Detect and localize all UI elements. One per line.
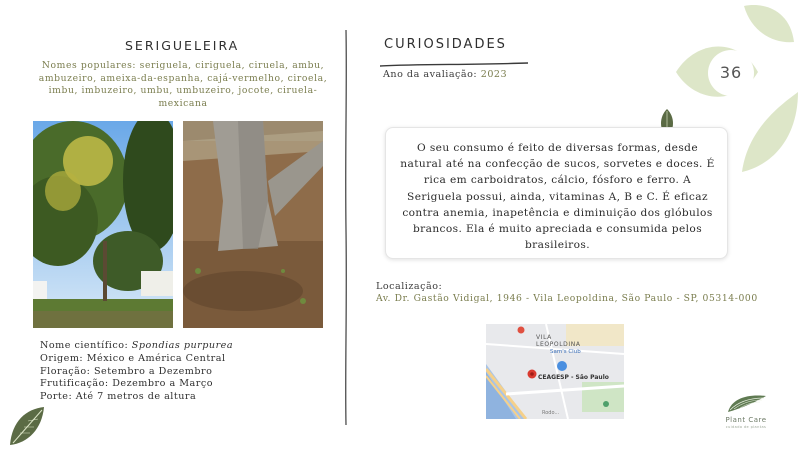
plant-care-logo-icon — [726, 392, 768, 418]
district-line-1: VILA — [536, 334, 552, 341]
curiosity-card — [385, 127, 728, 259]
map-road-label: Rodo... — [542, 410, 560, 416]
leaf-decoration-icon — [8, 405, 48, 451]
popular-names: Nomes populares: seriguela, ciriguela, ciruela, ambu, ambuzeiro, ameixa-da-espanha, cajá-vermelho, ciroela, imbu, imbuzeiro, umbu, umbuzeiro, jocote, ciruela-mexicana — [38, 60, 328, 109]
evaluation-year — [383, 69, 507, 80]
scientific-name: Spondias purpurea — [131, 340, 234, 351]
map-store-label: Sam's Club — [550, 349, 581, 355]
district-line-2: LEOPOLDINA — [536, 341, 581, 348]
center-divider — [344, 30, 348, 425]
flowering-line: Floração: Setembro a Dezembro — [40, 365, 213, 377]
map-district-label — [536, 334, 581, 348]
location-label: Localização: — [376, 281, 443, 292]
scientific-name-line — [40, 340, 233, 353]
fruiting-line: Frutificação: Dezembro a Março — [40, 378, 214, 390]
curiosity-text: O seu consumo é feito de diversas formas, desde natural até na confecção de sucos, sorvetes e doces. É rica em carboidratos, cálcio, fósforo e ferro. A Seriguela possui, ainda, vitaminas A, B e C. É eficaz contra anemia, inapetência e diminuição dos glóbulos brancos. Ela é muito apreciada e consumida pelos brasileiros. — [400, 142, 715, 252]
year-value: 2023 — [480, 69, 508, 80]
scientific-label: Nome científico: — [40, 340, 132, 351]
year-label: Ano da avaliação: — [383, 69, 481, 80]
map-place-label: CEAGESP - São Paulo — [538, 374, 609, 381]
logo-tagline: cuidado de plantas — [725, 425, 767, 429]
location-address: Av. Dr. Gastão Vidigal, 1946 - Vila Leopoldina, São Paulo - SP, 05314-000 — [376, 293, 758, 304]
trunk-photo — [183, 121, 323, 328]
plant-name-title: SERIGUELEIRA — [125, 38, 240, 53]
plant-details — [40, 340, 233, 404]
curiosities-title: CURIOSIDADES — [384, 37, 507, 52]
tree-photo — [33, 121, 173, 328]
location-map[interactable] — [486, 324, 624, 419]
size-line: Porte: Até 7 metros de altura — [40, 391, 197, 403]
page-number-badge: 36 — [708, 50, 754, 96]
logo-name: Plant Care — [725, 416, 767, 424]
origin-line: Origem: México e América Central — [40, 352, 226, 364]
